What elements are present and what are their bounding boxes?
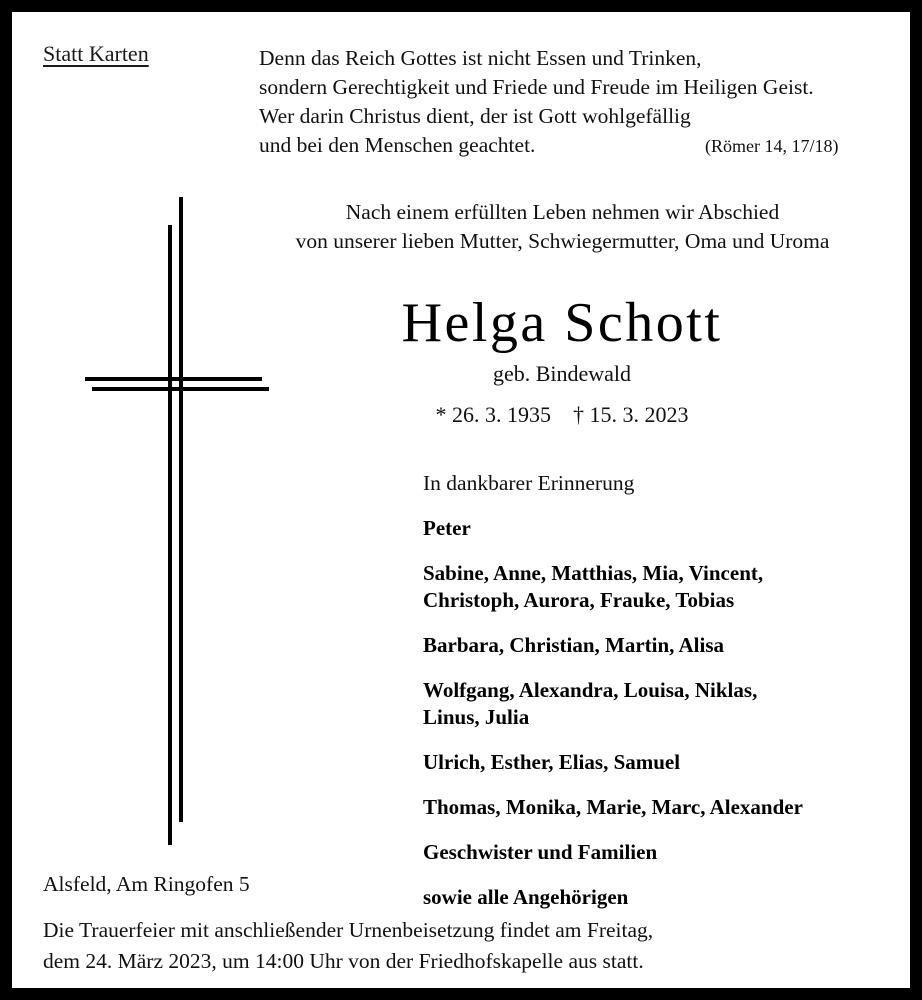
mourner-group — [423, 884, 893, 911]
statt-karten-label: Statt Karten — [43, 41, 149, 66]
cross-icon — [60, 197, 290, 862]
mourner-group — [423, 794, 893, 821]
verse-line-4: und bei den Menschen geachtet. — [259, 133, 536, 157]
mourner-group — [423, 515, 893, 542]
funeral-line-2: dem 24. März 2023, um 14:00 Uhr von der Friedhofskapelle aus statt. — [43, 949, 644, 973]
funeral-line-1: Die Trauerfeier mit anschließender Urnenbeisetzung findet am Freitag, — [43, 918, 654, 942]
mourner-line: Sabine, Anne, Matthias, Mia, Vincent, — [423, 561, 764, 585]
verse-line-4-row — [259, 131, 899, 160]
notice-page — [12, 12, 910, 988]
funeral-details-block — [43, 915, 863, 977]
mourner-group — [423, 749, 893, 776]
mourner-group — [423, 677, 893, 731]
mourner-line: Linus, Julia — [423, 705, 530, 729]
mourner-line: Geschwister und Familien — [423, 840, 658, 864]
mourner-line: Barbara, Christian, Martin, Alisa — [423, 633, 725, 657]
verse-line-3: Wer darin Christus dient, der ist Gott wohlgefällig — [259, 104, 691, 128]
verse-line-1: Denn das Reich Gottes ist nicht Essen und Trinken, — [259, 46, 702, 70]
mourner-line: Christoph, Aurora, Frauke, Tobias — [423, 588, 735, 612]
mourner-line: sowie alle Angehörigen — [423, 885, 629, 909]
intro-block — [230, 198, 895, 256]
mourners-block — [423, 469, 893, 911]
mourner-group — [423, 632, 893, 659]
deceased-block — [302, 292, 822, 428]
mourner-line: Thomas, Monika, Marie, Marc, Alexander — [423, 795, 803, 819]
intro-line-2: von unserer lieben Mutter, Schwiegermutter, Oma und Uroma — [295, 229, 830, 253]
mourner-line: Peter — [423, 516, 471, 540]
mourner-line: Ulrich, Esther, Elias, Samuel — [423, 750, 681, 774]
life-dates — [302, 401, 822, 428]
verse-line-2: sondern Gerechtigkeit und Friede und Freude im Heiligen Geist. — [259, 75, 814, 99]
intro-line-1: Nach einem erfüllten Leben nehmen wir Abschied — [345, 200, 780, 224]
in-memory-heading: In dankbarer Erinnerung — [423, 471, 635, 495]
death-date: † 15. 3. 2023 — [573, 402, 689, 427]
maiden-name: geb. Bindewald — [492, 361, 632, 386]
verse-attribution: (Römer 14, 17/18) — [705, 136, 839, 156]
birth-date: * 26. 3. 1935 — [435, 402, 551, 427]
mourner-line: Wolfgang, Alexandra, Louisa, Niklas, — [423, 678, 758, 702]
mourner-group — [423, 839, 893, 866]
bible-verse-block — [259, 44, 899, 160]
address-line: Alsfeld, Am Ringofen 5 — [43, 872, 250, 896]
mourner-group — [423, 560, 893, 614]
deceased-name: Helga Schott — [401, 292, 723, 354]
